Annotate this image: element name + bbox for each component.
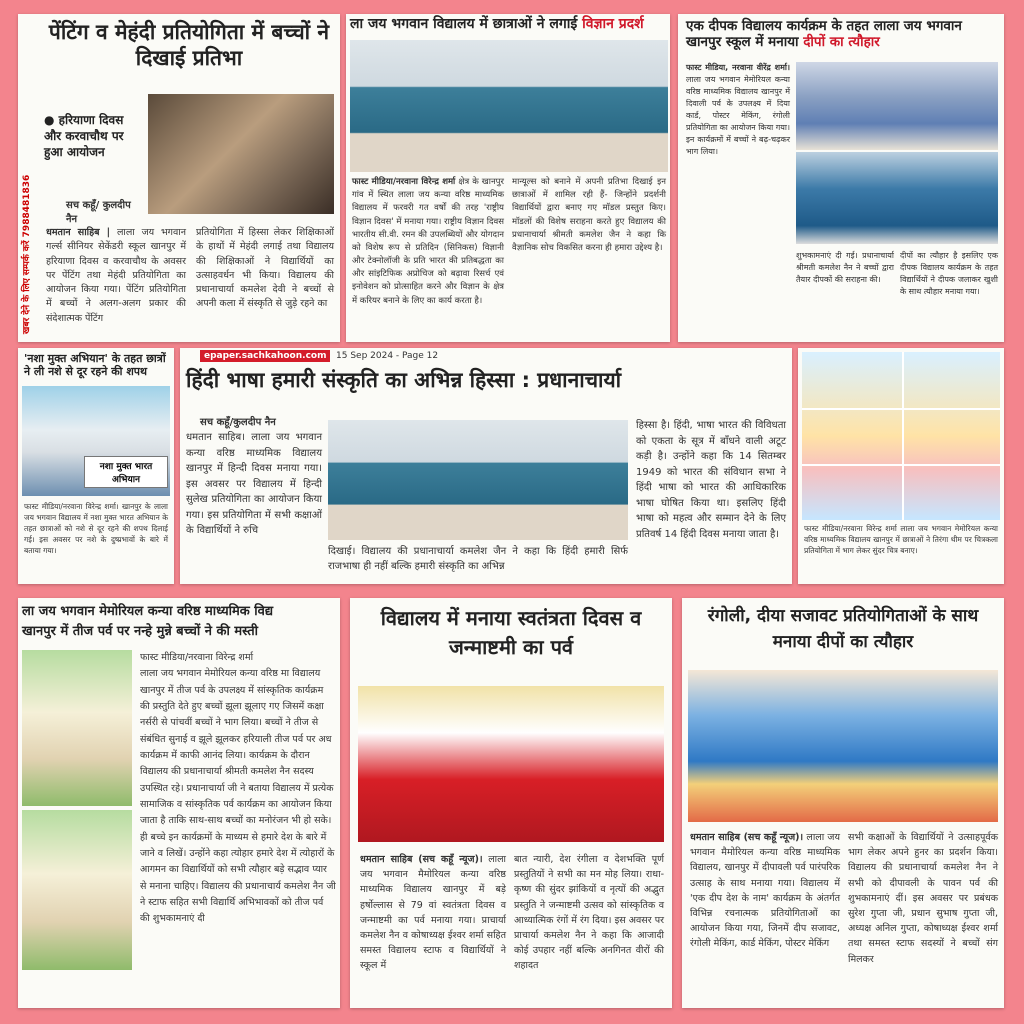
byline: सच कहूँ/कुलदीप नैन	[200, 417, 276, 428]
clipping-nasha-mukt	[18, 348, 174, 584]
epaper-label: epaper.sachkahoon.com	[200, 350, 330, 362]
headline: रंगोली, दीया सजावट प्रतियोगिताओं के साथ मनाया दीपों का त्यौहार	[707, 606, 979, 652]
contact-strip	[20, 164, 33, 334]
article-text	[686, 62, 790, 158]
article-text-under-photo: दिखाई। विद्यालय की प्रधानाचार्या कमलेश जैन ने कहा कि हिंदी हमारी सिर्फ राजभाषा ही नहीं बल्कि हमारी संस्कृति का अभिन्न	[328, 546, 628, 572]
caption-2: दीपों का त्यौहार है इसलिए एक दीपक विद्यालय कार्यक्रम के तहत विद्यार्थियों ने दीपक जलाकर खुशी के साथ त्यौहार मनाया गया।	[900, 251, 998, 296]
headline	[22, 602, 340, 641]
headline-part-1: एक दीपक विद्यालय कार्यक्रम के तहत लाला जय भगवान खानपुर स्कूल में मनाया	[686, 18, 962, 51]
clipping-diwali-ek-deepak	[678, 14, 1004, 342]
article-text	[360, 852, 506, 974]
article-text: धमतान साहिब। लाला जय भगवान कन्या वरिष्ठ माध्यमिक विद्यालय खानपुर में हिन्दी दिवस मनाया गया। इस अवसर पर विद्यालय में हिन्दी सुलेख प्रतियोगिता का आयोजन किया गया। इस प्रतियोगिता में सभी कक्षाओं के विद्यार्थियों ने रुचि	[186, 432, 322, 536]
clipping-teej	[18, 598, 340, 1008]
article-text: फास्ट मीडिया/नरवाना विरेन्द्र शर्मा लाला जय भगवान मेमोरियल कन्या वरिष्ठ माध्यमिक विद्यालय खानपुर में छात्राओं ने तिरंगा थीम पर चित्रकला प्रतियोगिता में भाग लेकर सुंदर चित्र बनाए।	[804, 524, 998, 555]
article-text-2: सभी कक्षाओं के विद्यार्थियों ने उत्साहपूर्वक भाग लेकर अपने हुनर का प्रदर्शन किया। विद्यालय की प्रधानाचार्या कमलेश नैन ने सभी को दीपावली के पावन पर्व की शुभकामनाएं दीं। इस अवसर पर प्रबंधक सुरेश गुप्ता जी, प्रधान सुभाष गुप्ता जी, अध्यक्ष अनिल गुप्ता, कोषाध्यक्ष ईश्वर शर्मा तथा समस्त स्टाफ सदस्यों ने बच्चों संग मिलकर	[848, 832, 998, 965]
rally-banner: नशा मुक्त भारत अभियान	[84, 456, 168, 488]
headline-part-1: ला जय भगवान विद्यालय में छात्राओं ने लगाई	[350, 16, 583, 32]
clipping-science-exhibition	[346, 14, 670, 342]
body-text: क्षेत्र के खानपुर गांव में स्थित लाला जय कन्या वरिष्ठ माध्यमिक विद्यालय में फरवरी गत वर्षों की तरह 'राष्ट्रीय विज्ञान दिवस' में मनाया गया। राष्ट्रीय विज्ञान दिवस भारतीय सी.वी. रमन की उपलब्धियों और योगदान को विशेष रूप से प्रतिदिन (सिनिकस) विज्ञानी और टेक्नोलॉजी के प्रति भारत की प्रतिबद्धता का और सांइटिफिक अप्रोचिज को बढ़ावा रिसर्च एवं इनोवेशन को प्रोत्साहित करने और विज्ञान के क्षेत्र में करियर बनाने के लिए का कार्य करता है।	[352, 177, 504, 306]
dateline: धमतान साहिब |	[46, 227, 111, 238]
art-photo-grid	[802, 352, 1000, 520]
clipping-hindi-diwas	[180, 348, 792, 584]
article-text	[140, 650, 336, 928]
mehndi-photo	[148, 94, 334, 214]
clipping-art-competition	[798, 348, 1004, 584]
article-text	[352, 176, 504, 308]
headline-part-2: दीपों का त्यौहार	[803, 34, 880, 51]
dateline: फास्ट मीडिया/नरवाना विरेन्द्र शर्मा	[140, 652, 254, 663]
rangoli-photo	[688, 670, 998, 822]
article-text-2: बात न्यारी, देश रंगीला व देशभक्ति पूर्ण प्रस्तुतियों ने सभी का मन मोह लिया। राधा-कृष्ण की सुंदर झांकियों व नृत्यों की अद्भुत प्रस्तुति ने जन्माष्टमी उत्सव को सांस्कृतिक व आध्यात्मिक रंगों में रंग दिया। इस अवसर पर प्राचार्या कमलेश नैन ने कहा कि आजादी कोई उपहार नहीं बल्कि अनगिनत वीरों की शहादत	[514, 854, 664, 972]
body-text: लाला जय भगवान मेमोरियल कन्या वरिष्ठ माध्यमिक विद्यालय खानपुर में दिवाली पर्व के उपलक्ष्य में दिया कार्ड, पोस्टर मेकिंग, रंगोली प्रतियोगिता का आयोजन किया गया। इन कार्यक्रमों में बच्चों ने बढ़-चढ़कर भाग लिया।	[686, 75, 790, 156]
dateline: फास्ट मीडिया, नरवाना वीरेंद्र शर्मा।	[686, 63, 790, 72]
headline-line-1: ला जय भगवान मेमोरियल कन्या वरिष्ठ माध्यमिक विद्य	[22, 604, 274, 619]
headline: पेंटिंग व मेहंदी प्रतियोगिता में बच्चों ने दिखाई प्रतिभा	[48, 20, 330, 70]
diwali-photo-bottom	[796, 152, 998, 244]
contact-text: खबर देने के लिए सम्पर्क करें	[22, 240, 32, 334]
clipping-rangoli-diya	[682, 598, 1004, 1008]
photo-grid-divider-h	[802, 408, 1000, 410]
calligraphy-photo	[328, 420, 628, 540]
dateline: फास्ट मीडिया/नरवाना विरेन्द्र शर्मा	[352, 177, 456, 187]
dateline: धमतान साहिब (सच कहूँ न्यूज)।	[690, 832, 804, 843]
article-text-2: प्रतियोगिता में हिस्सा लेकर शिक्षिकाओं के हाथों में मेहंदी लगाई तथा विद्यालय की शिक्षिकाओं ने विद्यार्थियों का उत्साहवर्धन भी किया। विद्यालय की प्रधानाचार्या कमलेश देवी ने बच्चों से अपनी कला में संस्कृति से जुड़े रहने का	[196, 227, 334, 310]
contact-phone: 7988481836	[22, 174, 32, 238]
article-text: फास्ट मीडिया/नरवाना विरेन्द्र शर्मा। खानपुर के लाला जय भगवान विद्यालय में नशा मुक्त भारत अभियान के तहत छात्राओं को नशे से दूर रहने की शपथ दिलाई गई। इस अवसर पर नशे के दुष्प्रभावों के बारे में बताया गया।	[24, 502, 168, 555]
headline	[350, 16, 670, 33]
headline: विद्यालय में मनाया स्वतंत्रता दिवस व जन्माष्टमी का पर्व	[380, 606, 642, 659]
headline: 'नशा मुक्त अभियान' के तहत छात्रों ने ली नशे से दूर रहने की शपथ	[24, 352, 166, 379]
article-text	[46, 226, 186, 326]
clipping-independence-janmashtami	[350, 598, 672, 1008]
page-date: 15 Sep 2024 - Page 12	[336, 351, 439, 361]
article-text	[690, 830, 840, 952]
article-text-2: हिस्सा है। हिंदी, भाषा भारत की विविधता को एकता के सूत्र में बाँधने वाली अटूट कड़ी है। उन्होंने कहा कि 14 सितम्बर 1949 को भारत की संविधान सभा ने हिंदी भाषा को भारत की आधिकारिक भाषा घोषित किया था। इसलिए हिंदी भाषा को महत्व और सम्मान देने के लिए प्रतिवर्ष 14 हिंदी दिवस मनाया जाता है।	[636, 420, 786, 540]
dance-photo	[358, 686, 664, 842]
headline-part-2: विज्ञान प्रदर्श	[582, 16, 644, 32]
subheadline: ● हरियाणा दिवस और करवाचौथ पर हुआ आयोजन	[44, 113, 124, 160]
teej-photo-bottom	[22, 810, 132, 970]
caption-1: शुभकामनाएं दी गई। प्रधानाचार्या श्रीमती कमलेश नैन ने बच्चों द्वारा तैयार दीपकों की सराहना की।	[796, 251, 894, 284]
dateline: धमतान साहिब (सच कहूँ न्यूज)।	[360, 854, 483, 865]
body-text: लाला जय भगवान मैमोरियल कन्या वरिष्ठ माध्यमिक विद्यालय खानपुर में बड़े हर्षोल्लास से 79 वां स्वतंत्रता दिवस व जन्माष्टमी का पर्व मनाया गया। प्राचार्या कमलेश नैन व कोषाध्यक्ष ईश्वर शर्मा सहित समस्त विद्यालय स्टाफ व विद्यार्थियों ने स्कूल में	[360, 854, 506, 972]
article-text-2: मान्यूल्स को बनाने में अपनी प्रतिभा दिखाई इन छात्राओं में शामिल रही हैं- जिन्होंने प्रदर्शनी विद्यार्थियों द्वारा बनाए गए मॉडल प्रस्तुत किए। मॉडलों की विशेष सराहना करते हुए विद्यालय की प्रधानाचार्या श्रीमती कमलेश जैन ने कहा कि वैज्ञानिक सोच विकसित करना ही हमारा उद्देश्य है।	[512, 177, 666, 253]
teej-photo-top	[22, 650, 132, 806]
rally-photo	[22, 386, 170, 496]
headline	[686, 18, 996, 51]
byline: सच कहूँ/ कुलदीप नैन	[66, 200, 131, 225]
photo-grid-divider-h2	[802, 464, 1000, 466]
photo-grid-divider-v	[902, 352, 904, 520]
diwali-photo-top	[796, 62, 998, 150]
body-text: लाला जय भगवान मैमोरियल कन्या वरिष्ठ माध्यमिक विद्यालय, खानपुर में दीपावली पर्व पारंपरिक उत्साह के साथ मनाया गया। विद्यालय में 'एक दीप देश के नाम' कार्यक्रम के अंतर्गत विभिन्न रचनात्मक प्रतियोगिताओं का आयोजन किया गया, जिनमें दीप सजावट, रंगोली मेकिंग, कार्ड मेकिंग, पोस्टर मेकिंग	[690, 832, 840, 950]
body-text: लाला जय भगवान मेमोरियल कन्या वरिष्ठ मा विद्यालय खानपुर में तीज पर्व के उपलक्ष्य में सांस्कृतिक कार्यक्रम की प्रस्तुति देते हुए बच्चों झूला झूलाए गए जिसमें कक्षा नर्सरी से पांचवीं बच्चों ने भाग लिया। बच्चों ने तीज से संबंधित सुनाई व झूले झूलकर हरियाली तीज पर्व पर अध कार्यक्रम में काफी आनंद लिया। कार्यक्रम के दौरान विद्यालय की प्रधानाचार्या श्रीमती कमलेश नैन सदस्य उपस्थित रहे। प्रधानाचार्या जी ने बताया विद्यालय में प्रत्येक सामाजिक व सांस्कृतिक पर्व कार्यक्रम का आयोजन किया जाता है ताकि साथ-साथ बच्चों का मनोरंजन भी हो सके। ही बच्चे इन कार्यक्रमों के माध्यम से हमारे देश के बारे में जाने व लिखें। उन्होंने कहा त्योहार हमारे देश में त्योहारों के आगमन का विद्यार्थियों को सभी त्यौहार बड़े सद्भाव प्यार से मनाना चाहिए। विद्यालय की प्रधानाचार्य कमलेश नैन जी ने स्टाफ सहित सभी विद्यार्थि अभिभावकों को तीज पर्व की शुभकामनाएं दी	[140, 668, 336, 925]
body-text: लाला जय भगवान गर्ल्स सीनियर सेकेंडरी स्कूल खानपुर में हरियाणा दिवस व करवाचौथ के अवसर पर पेंटिंग तथा मेहंदी प्रतियोगिता का आयोजन किया गया। पेंटिंग प्रतियोगिता में बच्चों ने अलग-अलग प्रकार की संदेशात्मक पेंटिंग	[46, 227, 186, 324]
headline-line-2: खानपुर में तीज पर्व पर नन्हे मुन्ने बच्चों ने की मस्ती	[22, 623, 258, 639]
clipping-painting-mehndi	[18, 14, 340, 342]
headline: हिंदी भाषा हमारी संस्कृति का अभिन्न हिस्सा : प्रधानाचार्या	[186, 368, 622, 392]
subheadline-text: हरियाणा दिवस और करवाचौथ पर हुआ आयोजन	[44, 113, 124, 160]
science-photo	[350, 40, 668, 172]
